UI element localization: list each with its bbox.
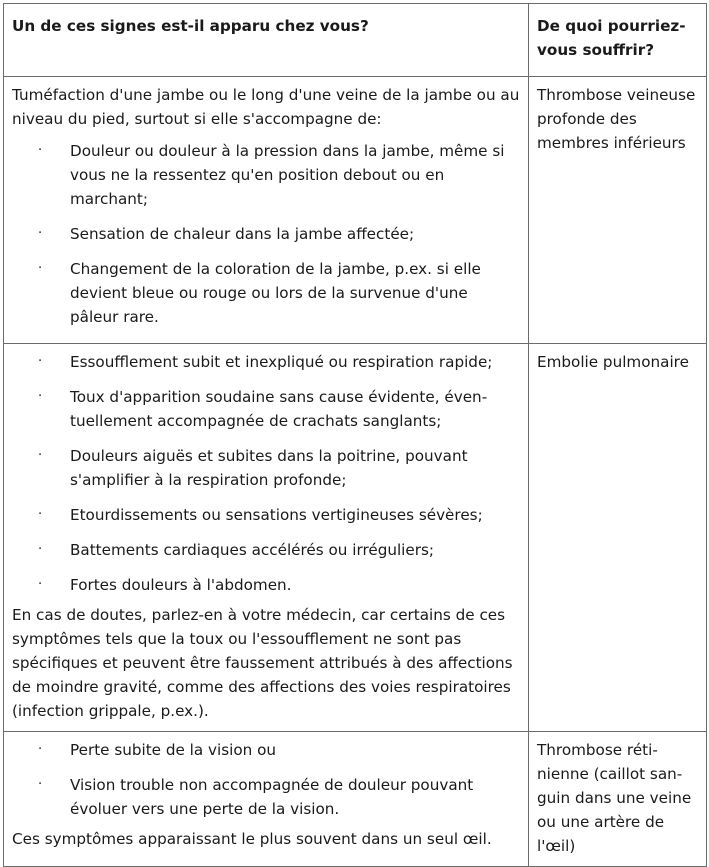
bullet-dot: ·	[38, 389, 43, 404]
bullet-dot: ·	[38, 577, 43, 592]
row-note: En cas de doutes, parlez-en à votre médecin, car certains de ces symptômes tels que la toux ou l'essoufflement ne sont pas spécifiques et peuvent être faussement attribués à des affections de moindre gravité, comme des affections des voies respiratoires (infection grippale, p.ex.).	[12, 606, 513, 720]
symptom-text: Douleur ou douleur à la pression dans la jambe, même si vous ne la ressentez qu'en position debout ou en marchant;	[70, 142, 505, 208]
symptom-text: Battements cardiaques accélérés ou irréguliers;	[70, 541, 435, 559]
bullet-dot: ·	[38, 448, 43, 463]
list-item	[12, 503, 520, 527]
list-item	[12, 773, 520, 821]
condition-cell: Thrombose veineuse profonde des membres inférieurs	[529, 77, 707, 344]
list-item	[12, 385, 520, 433]
symptoms-cell	[4, 344, 529, 732]
symptom-list	[12, 738, 520, 821]
symptom-text: Etourdissements ou sensations vertigineuses sévères;	[70, 506, 483, 524]
symptom-text: Essoufflement subit et inexpliqué ou respiration rapide;	[70, 353, 493, 371]
symptoms-cell	[4, 732, 529, 867]
list-item	[12, 738, 520, 762]
bullet-dot: ·	[38, 777, 43, 792]
header-condition: De quoi pourriez-vous souffrir?	[529, 4, 707, 77]
symptom-text: Sensation de chaleur dans la jambe affectée;	[70, 225, 415, 243]
list-item	[12, 139, 520, 211]
row-intro: Tuméfaction d'une jambe ou le long d'une veine de la jambe ou au niveau du pied, surtout si elle s'accompagne de:	[12, 86, 520, 128]
symptom-text: Fortes douleurs à l'abdomen.	[70, 576, 292, 594]
bullet-dot: ·	[38, 542, 43, 557]
list-item	[12, 573, 520, 597]
header-symptoms: Un de ces signes est-il apparu chez vous?	[4, 4, 529, 77]
bullet-dot: ·	[38, 261, 43, 276]
bullet-dot: ·	[38, 507, 43, 522]
symptoms-cell	[4, 77, 529, 344]
symptom-text: Toux d'apparition soudaine sans cause évidente, éventuellement accompagnée de crachats sanglants;	[70, 388, 488, 430]
bullet-dot: ·	[38, 143, 43, 158]
bullet-dot: ·	[38, 226, 43, 241]
symptom-text: Vision trouble non accompagnée de douleur pouvant évoluer vers une perte de la vision.	[70, 776, 474, 818]
symptom-list	[12, 139, 520, 329]
symptom-list	[12, 350, 520, 597]
symptom-text: Perte subite de la vision ou	[70, 741, 277, 759]
condition-cell: Thrombose rétinienne (caillot sanguin dans une veine ou une artère de l'œil)	[529, 732, 707, 867]
row-note: Ces symptômes apparaissant le plus souvent dans un seul œil.	[12, 830, 492, 848]
table-row	[4, 77, 707, 344]
list-item	[12, 350, 520, 374]
table-row	[4, 732, 707, 867]
symptom-text: Changement de la coloration de la jambe, p.ex. si elle devient bleue ou rouge ou lors de la survenue d'une pâleur rare.	[70, 260, 481, 326]
list-item	[12, 257, 520, 329]
list-item	[12, 444, 520, 492]
symptom-text: Douleurs aiguës et subites dans la poitrine, pouvant s'amplifier à la respiration profonde;	[70, 447, 468, 489]
bullet-dot: ·	[38, 354, 43, 369]
list-item	[12, 222, 520, 246]
table-row	[4, 344, 707, 732]
condition-cell: Embolie pulmonaire	[529, 344, 707, 732]
list-item	[12, 538, 520, 562]
symptoms-table	[3, 3, 707, 867]
header-row	[4, 4, 707, 77]
bullet-dot: ·	[38, 742, 43, 757]
